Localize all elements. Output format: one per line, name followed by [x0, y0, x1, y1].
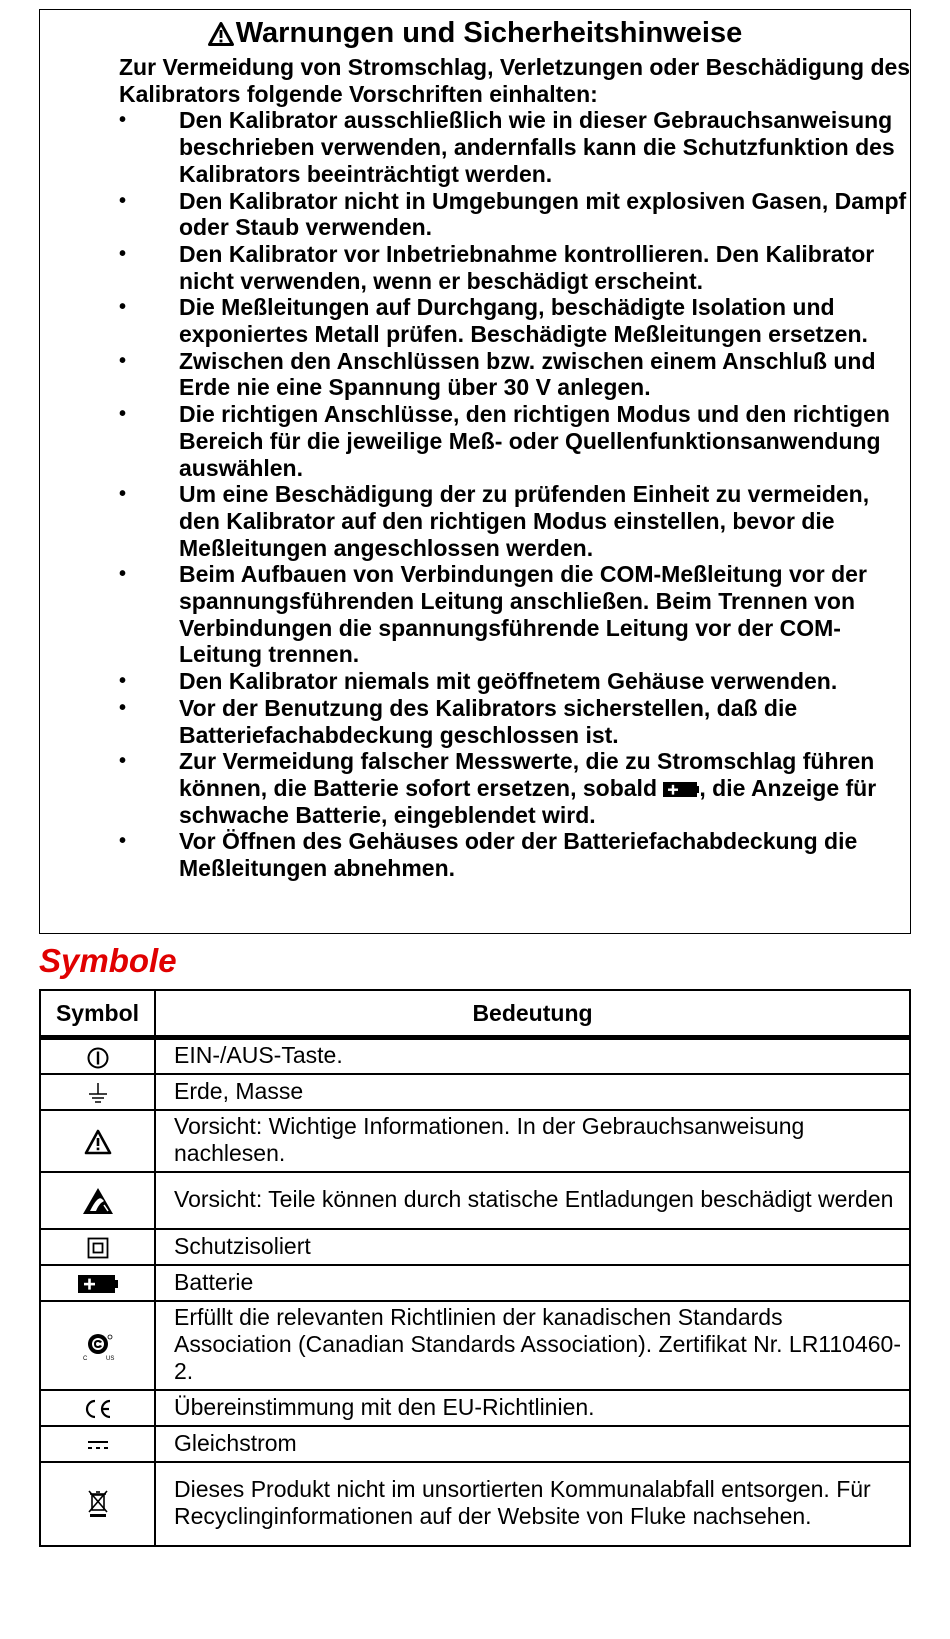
column-header-meaning: Bedeutung — [155, 990, 910, 1038]
symbol-cell — [40, 1301, 155, 1390]
warning-text-after: , die Anzeige für schwache Batterie, eingeblendet wird. — [179, 774, 877, 828]
warning-text: Die Meßleitungen auf Durchgang, beschädigte Isolation und exponiertes Metall prüfen. Beschädigte Meßleitungen ersetzen. — [179, 294, 868, 348]
earth-ground-icon — [86, 1081, 110, 1105]
warning-item — [119, 294, 914, 347]
symbols-heading: Symbole — [39, 942, 177, 979]
meaning-cell: Übereinstimmung mit den EU-Richtlinien. — [155, 1390, 910, 1426]
symbol-cell — [40, 1265, 155, 1301]
warning-item — [119, 188, 914, 241]
symbol-cell — [40, 1074, 155, 1110]
warnings-list — [119, 107, 914, 881]
battery-icon — [663, 779, 699, 799]
warnings-body — [119, 54, 914, 882]
warning-text: Die richtigen Anschlüsse, den richtigen Modus und den richtigen Bereich für die jeweilige Meß- oder Quellenfunktionsanwendung auswählen. — [179, 401, 890, 481]
weee-bin-icon — [87, 1489, 109, 1519]
meaning-cell: Gleichstrom — [155, 1426, 910, 1462]
warning-text: Zwischen den Anschlüssen bzw. zwischen einem Anschluß und Erde nie eine Spannung über 30 V anlegen. — [179, 347, 876, 401]
meaning-cell: Vorsicht: Wichtige Informationen. In der Gebrauchsanweisung nachlesen. — [155, 1110, 910, 1172]
table-row — [40, 1390, 910, 1426]
warning-item — [119, 401, 914, 481]
table-row — [40, 1462, 910, 1546]
bullet: • — [119, 242, 127, 265]
table-row — [40, 1172, 910, 1229]
ce-mark-icon — [82, 1398, 114, 1420]
warning-item — [119, 695, 914, 748]
symbol-cell — [40, 1462, 155, 1546]
warning-text: Beim Aufbauen von Verbindungen die COM-Meßleitung vor der spannungsführenden Leitung anschließen. Beim Trennen von Verbindungen die spannungsführende Leitung vor der COM-Leitung trennen. — [179, 561, 867, 668]
symbol-cell — [40, 1110, 155, 1172]
warning-text: Vor der Benutzung des Kalibrators sicherstellen, daß die Batteriefachabdeckung geschlossen ist. — [179, 694, 798, 748]
bullet: • — [119, 483, 127, 506]
meaning-cell: Vorsicht: Teile können durch statische Entladungen beschädigt werden — [155, 1172, 910, 1229]
symbol-cell — [40, 1390, 155, 1426]
table-row — [40, 1265, 910, 1301]
meaning-cell: Erfüllt die relevanten Richtlinien der kanadischen Standards Association (Canadian Standards Association). Zertifikat Nr. LR110460-2. — [155, 1301, 910, 1390]
battery-icon — [78, 1273, 118, 1295]
table-row — [40, 1110, 910, 1172]
warning-item — [119, 107, 914, 187]
meaning-cell: Schutzisoliert — [155, 1229, 910, 1265]
double-insulation-icon — [87, 1237, 109, 1259]
warnings-title-text: Warnungen und Sicherheitshinweise — [235, 17, 743, 49]
warning-text-before: Zur Vermeidung falscher Messwerte, die zu Stromschlag führen können, die Batterie sofort ersetzen, sobald — [179, 748, 875, 801]
warning-text: Vor Öffnen des Gehäuses oder der Batteriefachabdeckung die Meßleitungen abnehmen. — [179, 828, 858, 882]
table-row — [40, 1038, 910, 1075]
esd-warning-icon — [82, 1187, 114, 1215]
warning-triangle-icon — [208, 22, 234, 46]
warnings-title — [40, 15, 910, 51]
dc-current-icon — [86, 1438, 110, 1452]
bullet: • — [119, 349, 127, 372]
symbol-cell — [40, 1172, 155, 1229]
warning-item — [119, 668, 914, 695]
warning-text: Den Kalibrator nicht in Umgebungen mit explosiven Gasen, Dampf oder Staub verwenden. — [179, 187, 907, 241]
column-header-symbol: Symbol — [40, 990, 155, 1038]
bullet: • — [119, 670, 127, 693]
warnings-box — [39, 9, 911, 934]
csa-mark-icon — [81, 1331, 115, 1361]
warning-text: Den Kalibrator vor Inbetriebnahme kontrollieren. Den Kalibrator nicht verwenden, wenn er beschädigt erscheint. — [179, 240, 875, 294]
warning-item-battery — [119, 748, 914, 828]
bullet: • — [119, 563, 127, 586]
power-button-icon — [86, 1046, 110, 1070]
table-row — [40, 1301, 910, 1390]
warning-item — [119, 561, 914, 668]
meaning-cell: Batterie — [155, 1265, 910, 1301]
table-header-row — [40, 990, 910, 1038]
svg-text:US: US — [105, 1355, 114, 1361]
bullet: • — [119, 189, 127, 212]
bullet: • — [119, 830, 127, 853]
warning-text: Den Kalibrator ausschließlich wie in dieser Gebrauchsanweisung beschrieben verwenden, andernfalls kann die Schutzfunktion des Kalibrators beeinträchtigt werden. — [179, 107, 895, 187]
bullet: • — [119, 750, 127, 773]
warning-item — [119, 348, 914, 401]
table-row — [40, 1426, 910, 1462]
symbol-cell — [40, 1038, 155, 1075]
bullet: • — [119, 403, 127, 426]
meaning-cell: EIN-/AUS-Taste. — [155, 1038, 910, 1075]
warning-item — [119, 241, 914, 294]
symbol-cell — [40, 1229, 155, 1265]
warnings-intro: Zur Vermeidung von Stromschlag, Verletzungen oder Beschädigung des Kalibrators folgende Vorschriften einhalten: — [119, 54, 911, 107]
meaning-cell: Erde, Masse — [155, 1074, 910, 1110]
meaning-cell: Dieses Produkt nicht im unsortierten Kommunalabfall entsorgen. Für Recyclinginformationen auf der Website von Fluke nachsehen. — [155, 1462, 910, 1546]
symbol-cell — [40, 1426, 155, 1462]
table-row — [40, 1229, 910, 1265]
caution-triangle-icon — [84, 1129, 112, 1155]
bullet: • — [119, 696, 127, 719]
warning-text: Um eine Beschädigung der zu prüfenden Einheit zu vermeiden, den Kalibrator auf den richtigen Modus einstellen, bevor die Meßleitungen angeschlossen werden. — [179, 481, 870, 561]
bullet: • — [119, 296, 127, 319]
symbols-table — [39, 989, 911, 1547]
warning-item — [119, 481, 914, 561]
warning-text: Den Kalibrator niemals mit geöffnetem Gehäuse verwenden. — [179, 668, 838, 695]
warning-item — [119, 828, 914, 881]
svg-text:C: C — [82, 1355, 87, 1361]
table-row — [40, 1074, 910, 1110]
bullet: • — [119, 109, 127, 132]
